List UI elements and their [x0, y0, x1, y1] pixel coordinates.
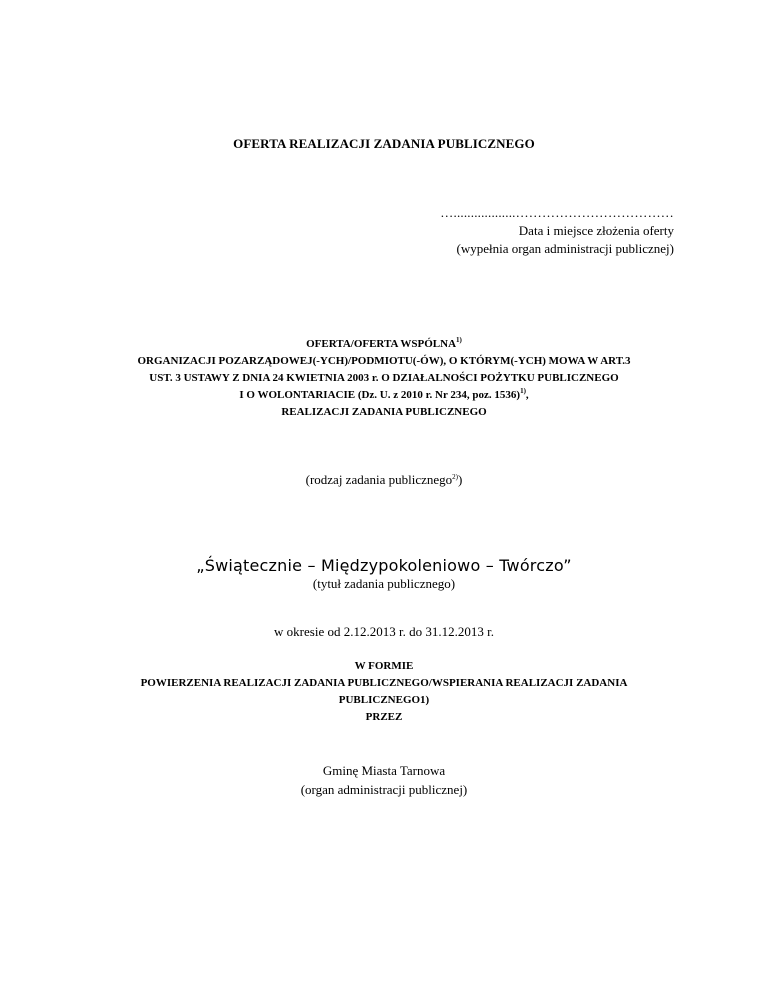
date-label: Data i miejsce złożenia oferty	[518, 223, 674, 238]
offer-heading-line	[0, 387, 768, 404]
offer-heading-text: OFERTA/OFERTA WSPÓLNA	[306, 338, 457, 350]
form-heading	[0, 658, 768, 726]
form-heading-line: POWIERZENIA REALIZACJI ZADANIA PUBLICZNEGO/WSPIERANIA REALIZACJI ZADANIA	[140, 677, 628, 689]
task-type-tail: )	[458, 472, 463, 487]
authority-caption: (organ administracji publicznej)	[300, 782, 468, 797]
authority-block	[0, 761, 768, 799]
form-heading-line: PUBLICZNEGO1)	[338, 694, 430, 706]
date-note: (wypełnia organ administracji publicznej)	[456, 241, 674, 256]
form-heading-line: PRZEZ	[365, 711, 403, 723]
offer-heading	[0, 336, 768, 421]
offer-heading-line: ORGANIZACJI POZARZĄDOWEJ(-YCH)/PODMIOTU(-ÓW), O KTÓRYM(-YCH) MOWA W ART.3	[137, 355, 631, 367]
footnote-marker: 1)	[456, 336, 462, 344]
document-title: OFERTA REALIZACJI ZADANIA PUBLICZNEGO	[233, 136, 535, 151]
task-period: w okresie od 2.12.2013 r. do 31.12.2013 r.	[274, 624, 494, 639]
task-type-caption	[0, 472, 768, 488]
task-type-label: (rodzaj zadania publicznego	[305, 472, 453, 487]
footnote-marker: 1)	[520, 387, 526, 395]
offer-heading-text: I O WOLONTARIACIE (Dz. U. z 2010 r. Nr 234, poz. 1536)	[239, 389, 521, 401]
offer-heading-line: REALIZACJI ZADANIA PUBLICZNEGO	[281, 406, 487, 418]
authority-name: Gminę Miasta Tarnowa	[322, 763, 446, 778]
submission-date-block	[440, 204, 674, 258]
task-title-caption: (tytuł zadania publicznego)	[312, 576, 456, 591]
form-heading-line: W FORMIE	[354, 660, 414, 672]
offer-heading-line: UST. 3 USTAWY Z DNIA 24 KWIETNIA 2003 r. O DZIAŁALNOŚCI POŻYTKU PUBLICZNEGO	[149, 372, 619, 384]
footnote-marker: 2)	[452, 473, 459, 481]
offer-heading-text: ,	[525, 389, 529, 401]
date-placeholder-dots: …..................………………………………	[440, 205, 674, 220]
offer-heading-line	[0, 336, 768, 353]
task-title: „Świątecznie – Międzypokoleniowo – Twórczo”	[196, 556, 572, 575]
